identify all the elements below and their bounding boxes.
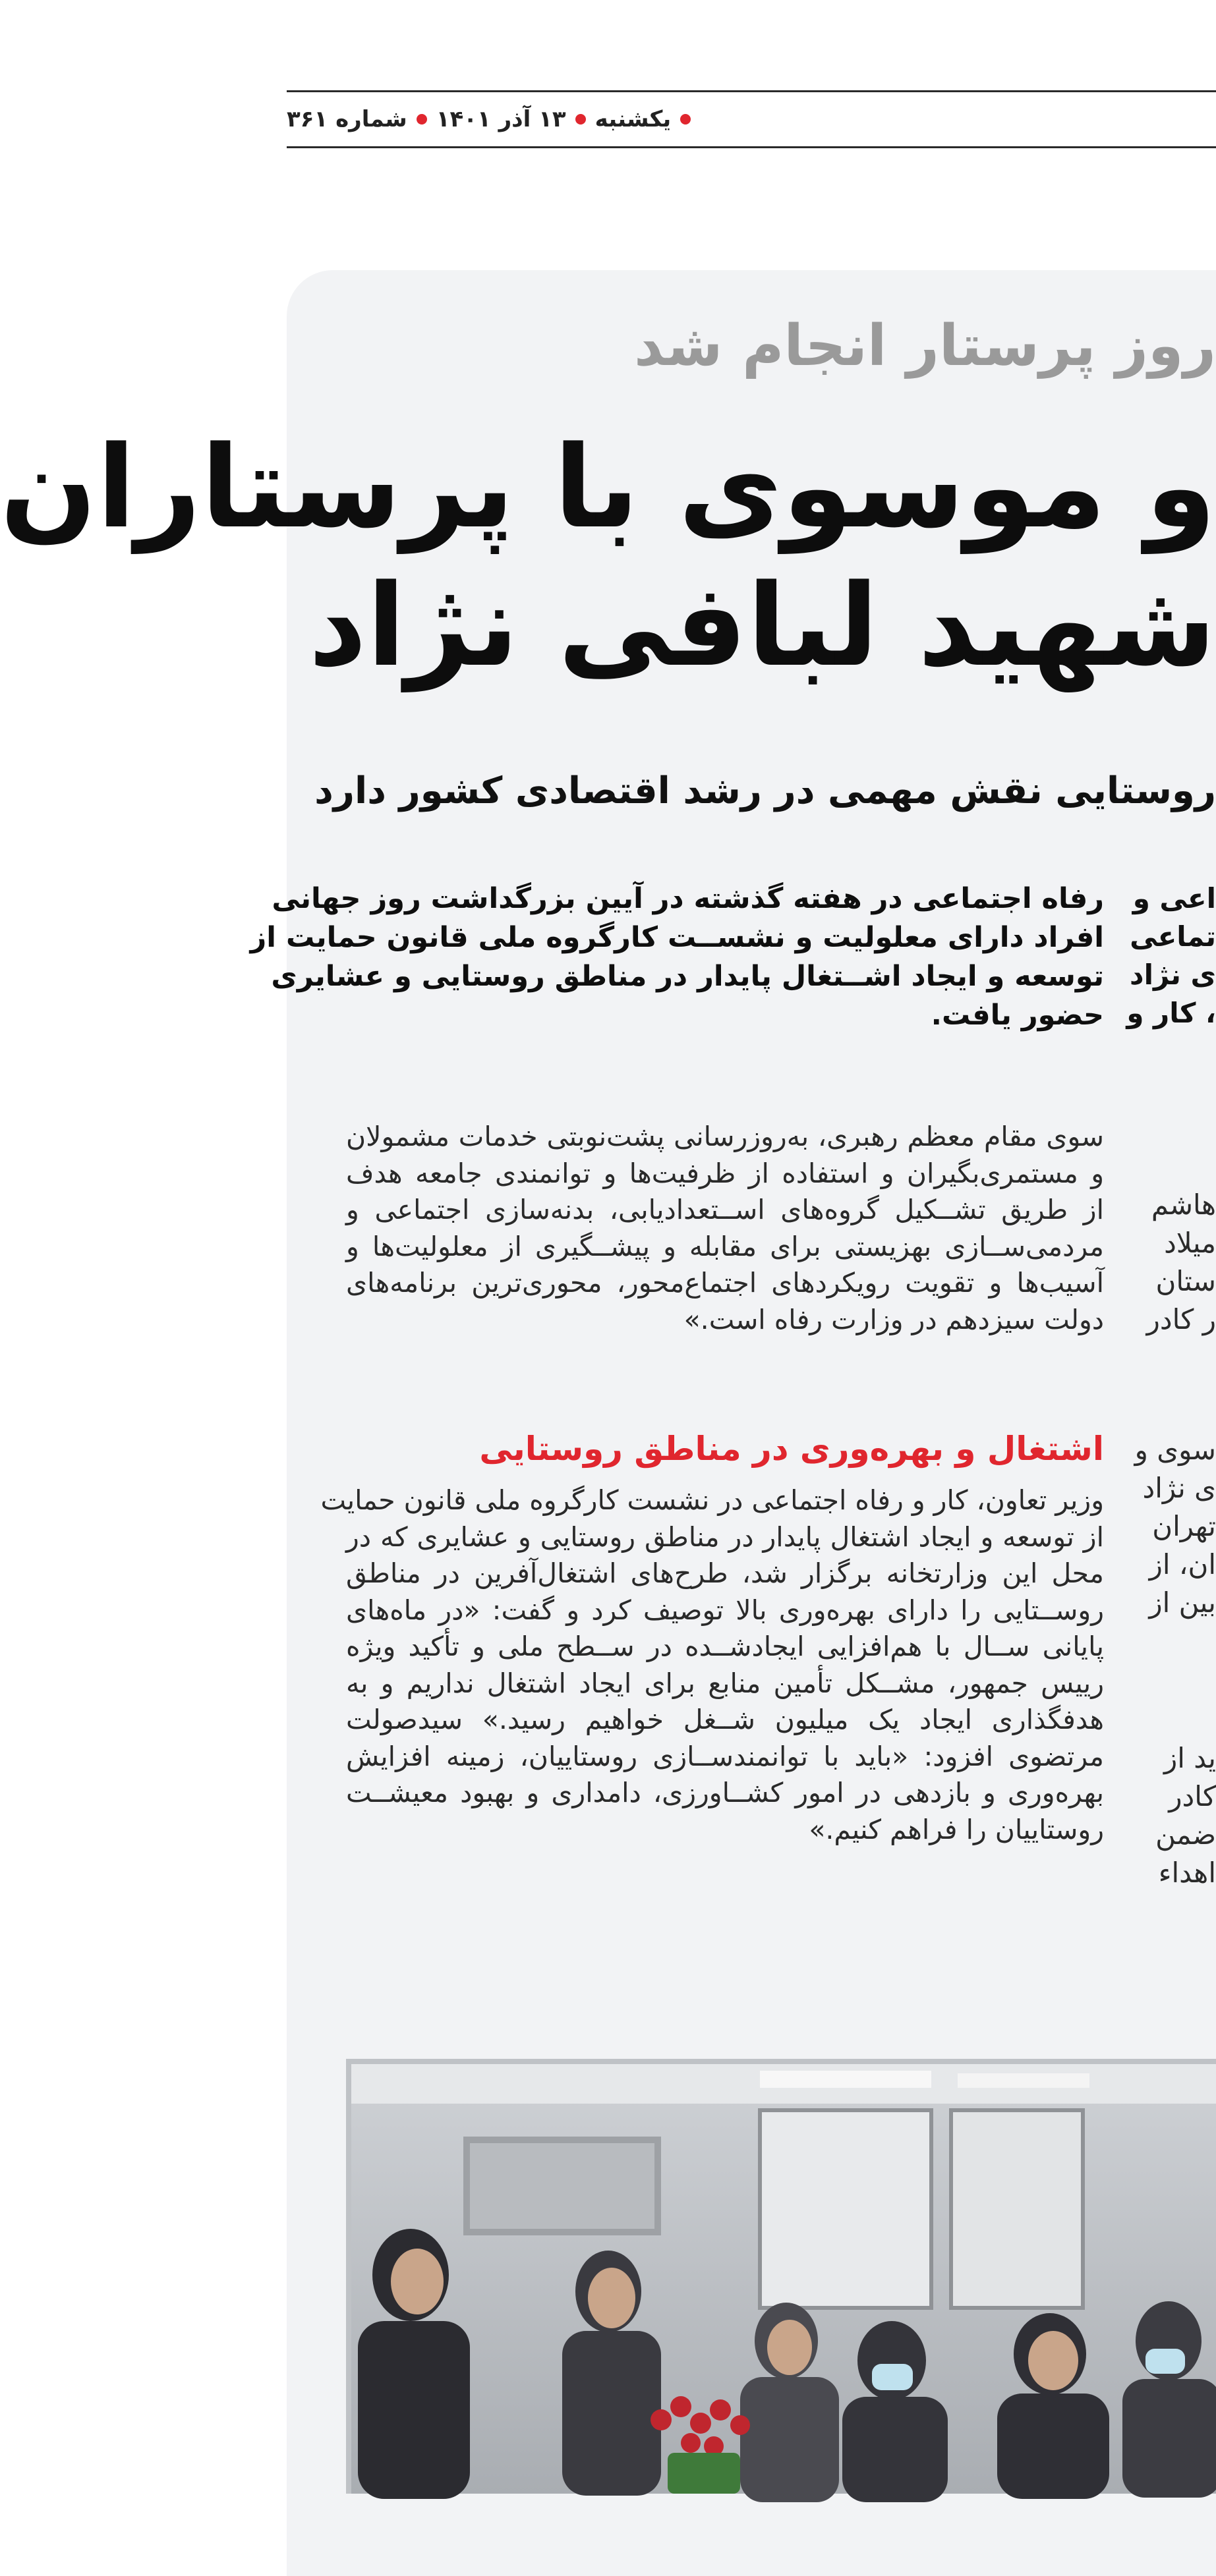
side-fragment: اعی و bbox=[1132, 882, 1216, 914]
article-kicker: روز پرستار انجام شد bbox=[634, 313, 1216, 379]
side-fragment: اهداء bbox=[1158, 1857, 1216, 1889]
side-column-fragment-2 bbox=[1147, 1186, 1216, 1339]
side-fragment: تماعی bbox=[1130, 920, 1216, 953]
headline-line-1: و موسوی با پرستاران bbox=[0, 421, 1216, 553]
headline-line-2: شهید لبافی نژاد bbox=[308, 559, 1216, 692]
body-paragraph-2 bbox=[320, 1482, 1104, 1848]
masthead-bar bbox=[287, 90, 1216, 148]
body-line: رییس جمهور، مشــکل تأمین منابع برای ایجاد اشتغال نداریم و به bbox=[346, 1667, 1104, 1699]
lead-line: توسعه و ایجاد اشــتغال پایدار در مناطق روستایی و عشایری bbox=[271, 960, 1104, 993]
side-fragment: ان، از bbox=[1149, 1548, 1216, 1581]
lead-paragraph bbox=[250, 880, 1104, 1035]
body-line: پایانی ســال با هم‌افزایی ایجادشــده در ســطح ملی و تأکید ویژه bbox=[346, 1631, 1104, 1662]
body-line: هدفگذاری ایجاد یک میلیون شــغل خواهیم رسید.» سیدصولت bbox=[346, 1704, 1104, 1735]
side-fragment: ید از bbox=[1163, 1742, 1216, 1774]
issue-date: ۱۳ آذر ۱۴۰۱ bbox=[436, 106, 566, 132]
lead-line: رفاه اجتماعی در هفته گذشته در آیین بزرگداشت روز جهانی bbox=[272, 882, 1104, 915]
lead-line: حضور یافت. bbox=[931, 999, 1104, 1032]
body-line: مردمی‌ســازی بهزیستی برای مقابله و پیشــگیری از معلولیت‌ها و bbox=[346, 1230, 1104, 1262]
side-fragment: بین از bbox=[1149, 1586, 1216, 1619]
side-fragment: ر کادر bbox=[1146, 1303, 1216, 1335]
side-fragment: هاشم bbox=[1151, 1189, 1216, 1221]
body-line: دولت سیزدهم در وزارت رفاه است.» bbox=[683, 1303, 1104, 1335]
body-line: از توسعه و ایجاد اشتغال پایدار در مناطق روستایی و عشایری که در bbox=[346, 1521, 1104, 1553]
side-column-lead-fragment bbox=[1126, 880, 1216, 1032]
bullet-dot-icon bbox=[417, 114, 427, 125]
side-column-fragment-3 bbox=[1134, 1431, 1216, 1622]
side-fragment: ی نژاد bbox=[1142, 1472, 1216, 1504]
body-line: آسیب‌ها و تقویت رویکردهای اجتماع‌محور، محوری‌ترین برنامه‌های bbox=[346, 1267, 1104, 1299]
side-column-fragment-4 bbox=[1147, 1739, 1216, 1892]
body-line: روســتایی را دارای بهره‌وری بالا توصیف کرد و گفت: «در ماه‌های bbox=[346, 1594, 1104, 1626]
body-line: از طریق تشــکیل گروه‌های اســتعدادیابی، بدنه‌سازی اجتماعی و bbox=[346, 1194, 1104, 1225]
body-paragraph-1 bbox=[346, 1119, 1104, 1338]
side-fragment: کادر bbox=[1169, 1780, 1216, 1812]
bullet-dot-icon bbox=[680, 114, 691, 125]
bullet-dot-icon bbox=[575, 114, 586, 125]
side-fragment: سوی و bbox=[1134, 1434, 1216, 1466]
lead-line: افراد دارای معلولیت و نشســت کارگروه ملی قانون حمایت از bbox=[250, 921, 1104, 954]
side-fragment: ی نژاد bbox=[1130, 959, 1216, 991]
side-fragment: تهران bbox=[1152, 1510, 1216, 1542]
side-fragment: ، کار و bbox=[1126, 997, 1216, 1029]
side-fragment: ستان bbox=[1155, 1265, 1216, 1297]
body-line: وزیر تعاون، کار و رفاه اجتماعی در نشست کارگروه ملی قانون حمایت bbox=[320, 1484, 1104, 1516]
issue-meta bbox=[287, 92, 722, 146]
body-line: محل این وزارتخانه برگزار شد، طرح‌های اشتغال‌آفرین در مناطق bbox=[346, 1557, 1104, 1589]
body-line: سوی مقام معظم رهبری، به‌روزرسانی پشت‌نوبتی خدمات مشمولان bbox=[346, 1121, 1104, 1152]
side-fragment: ضمن bbox=[1155, 1818, 1216, 1851]
body-line: و مستمری‌بگیران و استفاده از ظرفیت‌ها و توانمندی جامعه هدف bbox=[346, 1157, 1104, 1189]
body-line: مرتضوی افزود: «باید با توانمندســازی روستاییان، زمینه افزایش bbox=[346, 1740, 1104, 1772]
photo-illustration bbox=[351, 2064, 1216, 2494]
section-heading: اشتغال و بهره‌وری در مناطق روستایی bbox=[479, 1430, 1104, 1468]
article-subhead: روستایی نقش مهمی در رشد اقتصادی کشور دارد bbox=[314, 770, 1216, 812]
issue-number: شماره ۳۶۱ bbox=[287, 106, 407, 132]
body-line: بهره‌وری و بازدهی در امور کشــاورزی، دامداری و بهبود معیشــت bbox=[346, 1777, 1104, 1808]
body-line: روستاییان را فراهم کنیم.» bbox=[809, 1813, 1104, 1845]
article-photo bbox=[346, 2059, 1216, 2494]
side-fragment: میلاد bbox=[1164, 1227, 1216, 1259]
issue-day: یکشنبه bbox=[594, 106, 672, 132]
